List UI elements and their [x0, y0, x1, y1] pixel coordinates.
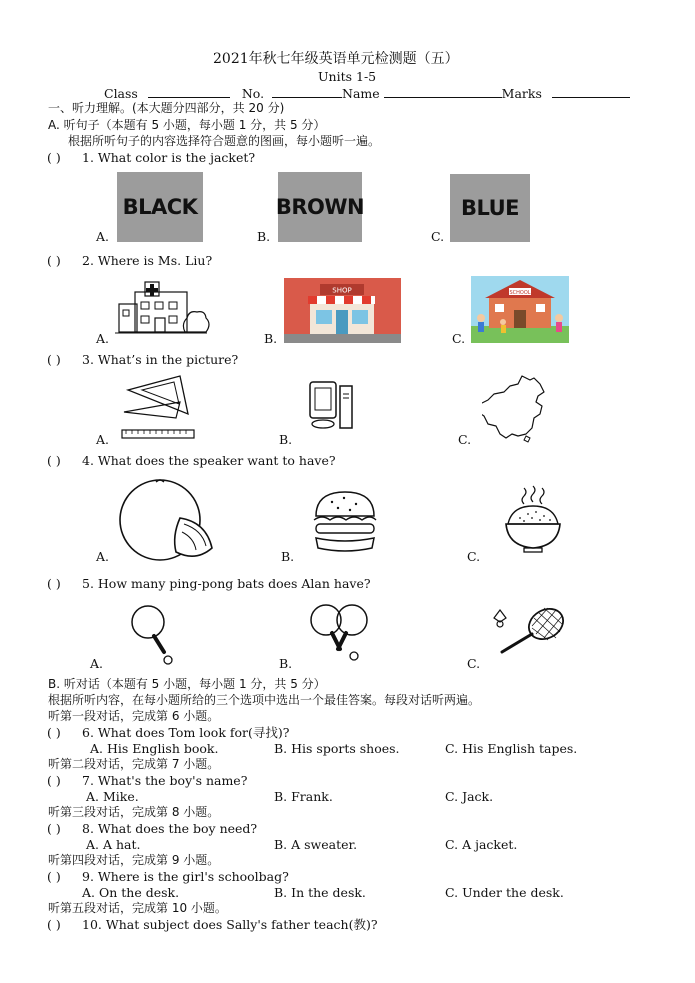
option-c: C.: [452, 331, 466, 346]
option-a: A.: [96, 229, 110, 244]
option-b: B.: [264, 331, 278, 346]
dialogue-intro: 听第四段对话，完成第 9 小题。: [48, 853, 220, 867]
hamburger-icon: [310, 488, 380, 556]
question-2: 2. Where is Ms. Liu?: [82, 253, 213, 268]
answer-paren[interactable]: ( ): [47, 773, 61, 788]
no-label: No.: [241, 86, 265, 101]
ping-pong-bat-icon: [128, 604, 178, 666]
class-label: Class: [104, 86, 138, 101]
option-b: B.: [279, 432, 293, 447]
question-5: 5. How many ping-pong bats does Alan have?: [82, 576, 371, 591]
option-a: A. A hat.: [86, 837, 141, 852]
no-blank[interactable]: [272, 86, 342, 98]
dialogue-intro: 听第二段对话，完成第 7 小题。: [48, 757, 220, 771]
ping-pong-bats-icon: [306, 602, 372, 666]
ruler-set-icon: [118, 374, 198, 446]
marks-blank[interactable]: [552, 86, 630, 98]
option-b: B. In the desk.: [274, 885, 366, 900]
question-6: 6. What does Tom look for(寻找)?: [82, 725, 290, 740]
question-9: 9. Where is the girl's schoolbag?: [82, 869, 289, 884]
name-blank[interactable]: [384, 86, 502, 98]
svg-text:SCHOOL: SCHOOL: [509, 290, 531, 296]
answer-paren[interactable]: ( ): [47, 869, 61, 884]
marks-label: Marks: [501, 86, 542, 101]
badminton-racket-icon: [490, 604, 570, 660]
answer-paren[interactable]: ( ): [47, 821, 61, 836]
option-c: C. A jacket.: [445, 837, 518, 852]
option-c: C. His English tapes.: [445, 741, 578, 756]
question-8: 8. What does the boy need?: [82, 821, 258, 836]
option-a: A. Mike.: [86, 789, 139, 804]
part-a-instruction: 根据所听句子的内容选择符合题意的图画，每小题听一遍。: [68, 134, 381, 148]
option-a: A.: [96, 549, 110, 564]
option-c: C.: [431, 229, 445, 244]
name-label: Name: [342, 86, 380, 101]
school-icon: [471, 276, 569, 343]
option-a: A.: [90, 656, 104, 671]
question-3: 3. What’s in the picture?: [82, 352, 239, 367]
answer-paren[interactable]: ( ): [47, 150, 61, 165]
option-b: B.: [281, 549, 295, 564]
color-card-blue: BLUE: [450, 174, 530, 242]
option-c: C.: [458, 432, 472, 447]
answer-paren[interactable]: ( ): [47, 917, 61, 932]
question-4: 4. What does the speaker want to have?: [82, 453, 336, 468]
option-b: B. His sports shoes.: [274, 741, 400, 756]
answer-paren[interactable]: ( ): [47, 576, 61, 591]
option-b: B. A sweater.: [274, 837, 358, 852]
hospital-icon: [115, 278, 210, 342]
option-b: B. Frank.: [274, 789, 333, 804]
option-c: C.: [467, 549, 481, 564]
option-b: B.: [279, 656, 293, 671]
dialogue-intro: 听第五段对话，完成第 10 小题。: [48, 901, 227, 915]
answer-paren[interactable]: ( ): [47, 352, 61, 367]
part-a-heading: A. 听句子（本题有 5 小题，每小题 1 分，共 5 分）: [48, 118, 326, 132]
computer-icon: [308, 378, 356, 432]
option-c: C.: [467, 656, 481, 671]
dialogue-intro: 听第三段对话，完成第 8 小题。: [48, 805, 220, 819]
class-blank[interactable]: [148, 86, 230, 98]
option-a: A.: [96, 432, 110, 447]
option-c: C. Under the desk.: [445, 885, 564, 900]
answer-paren[interactable]: ( ): [47, 725, 61, 740]
question-10: 10. What subject does Sally's father teach(教)?: [82, 917, 378, 932]
part-b-instruction: 根据所听内容，在每小题所给的三个选项中选出一个最佳答案。每段对话听两遍。: [48, 693, 481, 707]
orange-icon: [116, 476, 222, 564]
option-b: B.: [257, 229, 271, 244]
option-a: A.: [96, 331, 110, 346]
units-subtitle: Units 1-5: [318, 69, 377, 84]
page-title: 2021年秋七年级英语单元检测题（五）: [213, 51, 459, 67]
student-info-line: [104, 86, 630, 101]
china-map-icon: [482, 374, 550, 444]
option-a: A. His English book.: [90, 741, 219, 756]
part-b-heading: B. 听对话（本题有 5 小题，每小题 1 分，共 5 分）: [48, 677, 326, 691]
dialogue-intro: 听第一段对话，完成第 6 小题。: [48, 709, 220, 723]
question-7: 7. What's the boy's name?: [82, 773, 248, 788]
answer-paren[interactable]: ( ): [47, 453, 61, 468]
option-c: C. Jack.: [445, 789, 494, 804]
answer-paren[interactable]: ( ): [47, 253, 61, 268]
shop-icon: [284, 278, 401, 343]
color-card-black: BLACK: [117, 172, 203, 242]
color-card-brown: BROWN: [278, 172, 362, 242]
section-heading: 一、听力理解。(本大题分四部分，共 20 分): [48, 101, 285, 115]
option-a: A. On the desk.: [82, 885, 180, 900]
question-1: 1. What color is the jacket?: [82, 150, 256, 165]
rice-bowl-icon: [504, 484, 562, 556]
svg-text:SHOP: SHOP: [332, 286, 352, 295]
